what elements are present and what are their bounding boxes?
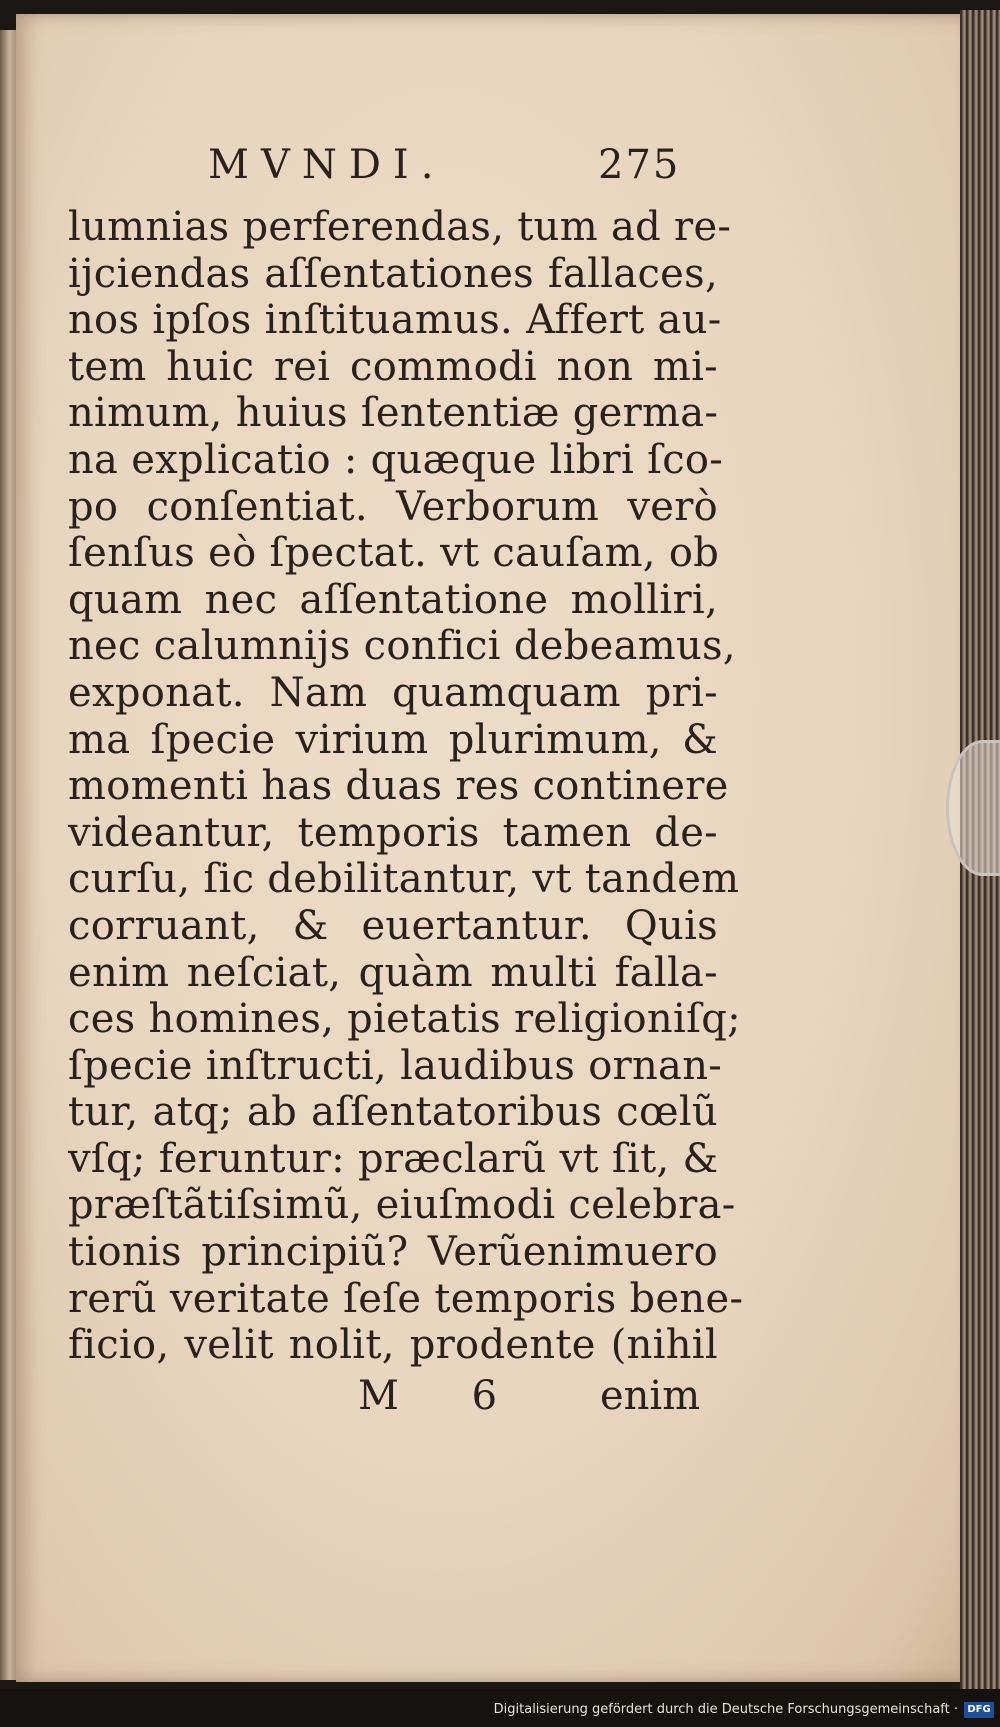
text-line: momenti has duas res continere [68,763,729,810]
text-line: curſu, ſic debilitantur, vt tandem [68,856,740,903]
text-line: vſq; feruntur: præclarũ vt ſit, & [68,1135,719,1182]
text-line: ces homines, pietatis religioniſq; [68,996,741,1043]
page-number: 275 [598,142,681,188]
text-line: quam nec aſſentatione molliri, [68,576,718,623]
text-line: corruant, & euertantur. Quis [68,902,718,949]
text-line: tur, atq; ab aſſentatoribus cœlũ [68,1089,718,1136]
text-line: ſpecie inſtructi, laudibus ornan- [68,1042,723,1089]
body-text [68,204,744,1369]
catchword: enim [600,1372,701,1419]
funding-credit: Digitalisierung gefördert durch die Deutsche Forschungsgemeinschaft · [493,1702,958,1717]
running-head [68,138,718,204]
text-line: tem huic rei commodi non mi- [68,343,718,390]
text-line: ijciendas aſſentationes fallaces, [68,250,718,297]
text-line: nec calumnijs confici debeamus, [68,623,736,670]
text-line: enim neſciat, quàm multi falla- [68,949,718,996]
previous-page-edge [0,30,16,1680]
signature-mark: M 6 [358,1372,528,1419]
text-line: exponat. Nam quamquam pri- [68,669,718,716]
text-line: rerũ veritate ſeſe temporis bene- [68,1275,744,1322]
text-line: tionis principiũ? Verũenimuero [68,1229,718,1276]
running-title: MVNDI. [208,142,446,188]
text-line: videantur, temporis tamen de- [68,809,718,856]
page-foot [68,1373,718,1419]
page-text-block [68,138,744,1419]
digitization-footer [0,1689,1000,1727]
text-line: po conſentiat. Verborum verò [68,483,718,530]
text-line: na explicatio : quæque libri ſco- [68,436,724,483]
dfg-logo-icon: DFG [964,1702,994,1718]
text-line: ma ſpecie virium plurimum, & [68,716,718,763]
text-line: ficio, velit nolit, prodente (nihil [68,1322,718,1369]
text-line: lumnias perferendas, tum ad re- [68,204,732,250]
text-line: nimum, huius ſententiæ germa- [68,390,719,437]
text-line: præſtãtiſsimũ, eiuſmodi celebra- [68,1182,736,1229]
text-line: nos ipſos inſtituamus. Affert au- [68,297,722,344]
text-line: ſenſus eò ſpectat. vt cauſam, ob [68,530,720,577]
